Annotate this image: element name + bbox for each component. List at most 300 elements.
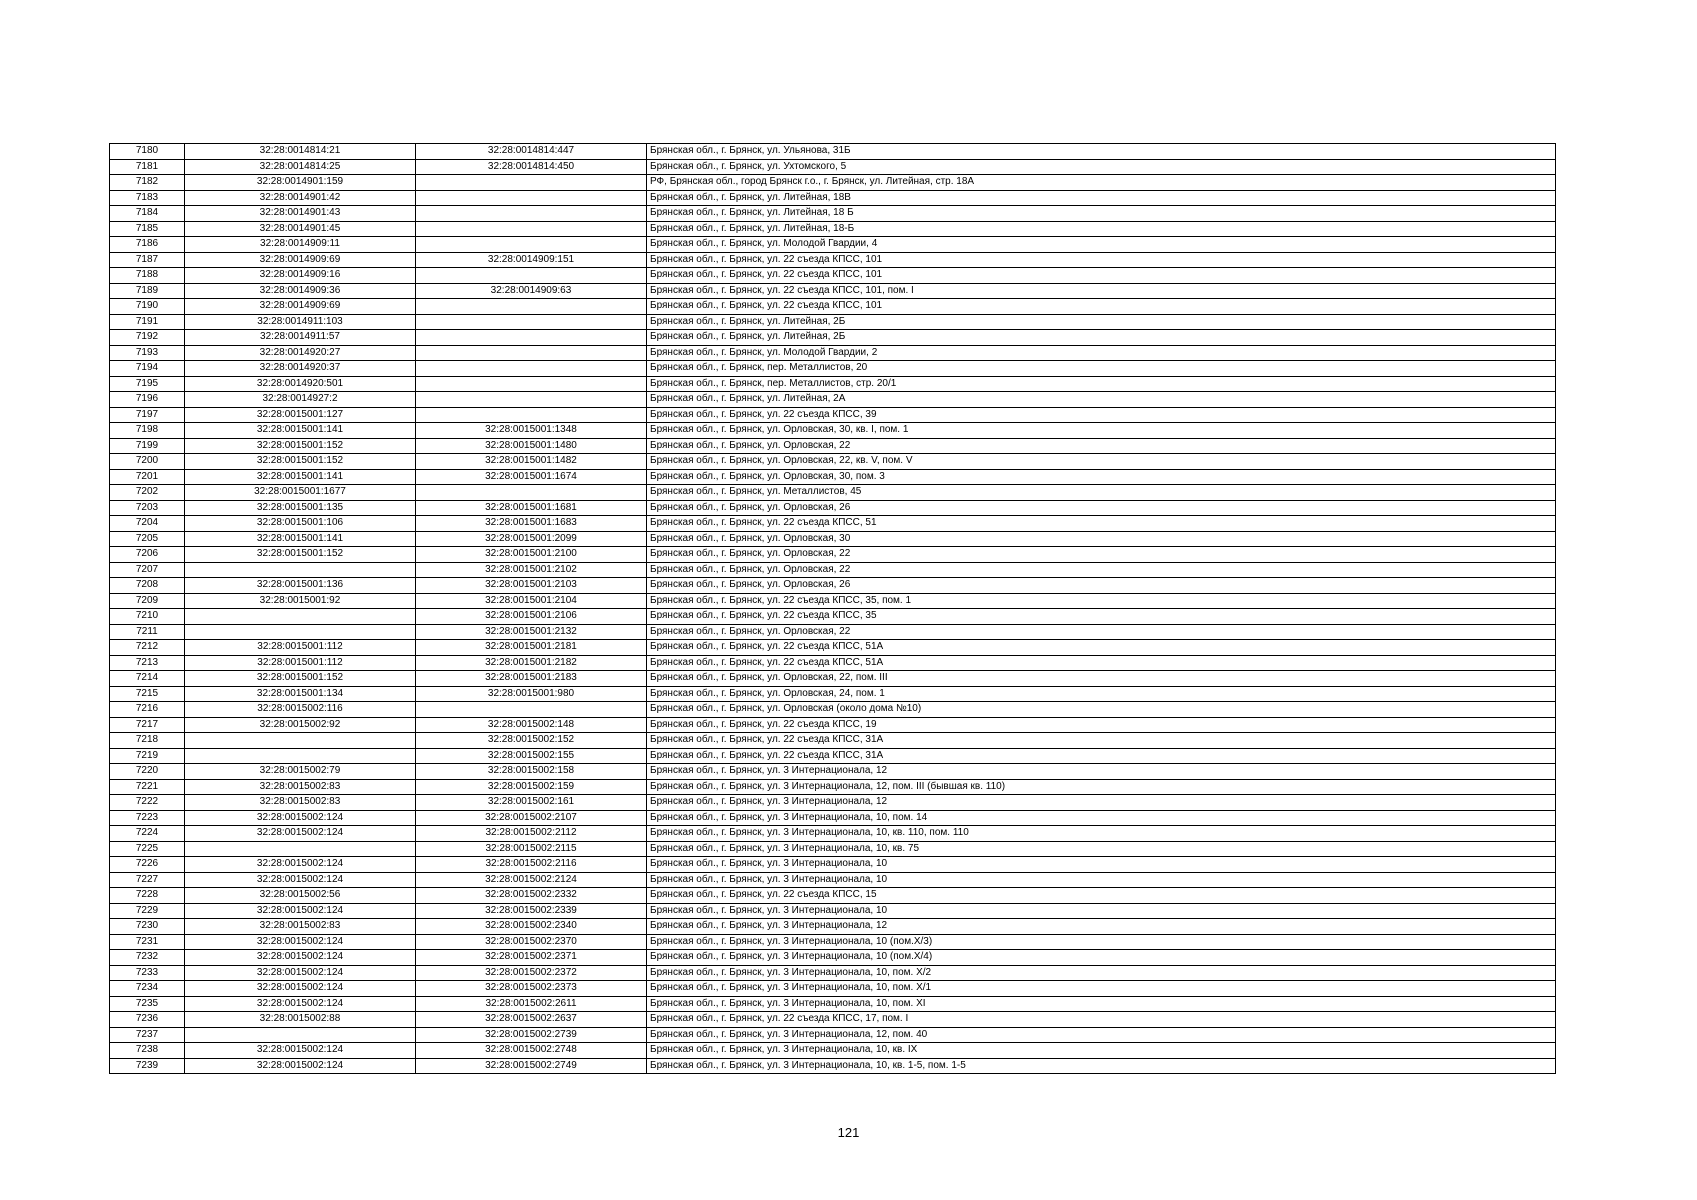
table-row (110, 934, 1556, 950)
table-row (110, 1027, 1556, 1043)
object-cadastral-number-cell: 32:28:0015002:2739 (416, 1027, 647, 1043)
table-row (110, 423, 1556, 439)
address-cell: Брянская обл., г. Брянск, ул. 22 съезда КПСС, 17, пом. I (647, 1012, 1556, 1028)
row-number-cell: 7207 (110, 562, 185, 578)
row-number-cell: 7203 (110, 500, 185, 516)
object-cadastral-number-cell: 32:28:0015002:2372 (416, 965, 647, 981)
cadastral-number-cell: 32:28:0015001:152 (185, 547, 416, 563)
object-cadastral-number-cell: 32:28:0015002:2115 (416, 841, 647, 857)
table-row (110, 206, 1556, 222)
object-cadastral-number-cell: 32:28:0015001:1683 (416, 516, 647, 532)
row-number-cell: 7224 (110, 826, 185, 842)
row-number-cell: 7181 (110, 159, 185, 175)
address-cell: Брянская обл., г. Брянск, ул. Литейная, 2Б (647, 330, 1556, 346)
object-cadastral-number-cell (416, 345, 647, 361)
row-number-cell: 7190 (110, 299, 185, 315)
table-row (110, 454, 1556, 470)
cadastral-number-cell: 32:28:0015002:83 (185, 795, 416, 811)
table-row (110, 950, 1556, 966)
address-cell: Брянская обл., г. Брянск, ул. 3 Интернационала, 12, пом. III (бывшая кв. 110) (647, 779, 1556, 795)
table-row (110, 609, 1556, 625)
object-cadastral-number-cell: 32:28:0015002:2332 (416, 888, 647, 904)
address-cell: Брянская обл., г. Брянск, ул. Молодой Гвардии, 4 (647, 237, 1556, 253)
row-number-cell: 7189 (110, 283, 185, 299)
row-number-cell: 7205 (110, 531, 185, 547)
row-number-cell: 7185 (110, 221, 185, 237)
cadastral-number-cell: 32:28:0015002:88 (185, 1012, 416, 1028)
table-row (110, 965, 1556, 981)
row-number-cell: 7238 (110, 1043, 185, 1059)
table-row (110, 299, 1556, 315)
address-cell: Брянская обл., г. Брянск, ул. Металлистов, 45 (647, 485, 1556, 501)
table-row (110, 237, 1556, 253)
address-cell: Брянская обл., г. Брянск, ул. 22 съезда КПСС, 101 (647, 252, 1556, 268)
address-cell: Брянская обл., г. Брянск, ул. 3 Интернационала, 10, кв. 1-5, пом. 1-5 (647, 1058, 1556, 1074)
object-cadastral-number-cell: 32:28:0015002:159 (416, 779, 647, 795)
address-cell: Брянская обл., г. Брянск, ул. 3 Интернационала, 10, пом. 14 (647, 810, 1556, 826)
row-number-cell: 7233 (110, 965, 185, 981)
row-number-cell: 7208 (110, 578, 185, 594)
table-row (110, 779, 1556, 795)
row-number-cell: 7229 (110, 903, 185, 919)
object-cadastral-number-cell: 32:28:0015002:2748 (416, 1043, 647, 1059)
cadastral-number-cell: 32:28:0015002:124 (185, 1058, 416, 1074)
table-row (110, 748, 1556, 764)
address-cell: Брянская обл., г. Брянск, ул. 22 съезда КПСС, 101, пом. I (647, 283, 1556, 299)
address-cell: Брянская обл., г. Брянск, ул. 22 съезда КПСС, 51 (647, 516, 1556, 532)
object-cadastral-number-cell: 32:28:0015002:2371 (416, 950, 647, 966)
address-cell: Брянская обл., г. Брянск, ул. 22 съезда КПСС, 51А (647, 640, 1556, 656)
cadastral-number-cell: 32:28:0015002:124 (185, 950, 416, 966)
cadastral-number-cell: 32:28:0015001:112 (185, 640, 416, 656)
row-number-cell: 7187 (110, 252, 185, 268)
page-number: 121 (837, 1125, 860, 1140)
table-row (110, 469, 1556, 485)
address-cell: Брянская обл., г. Брянск, ул. Орловская, 26 (647, 500, 1556, 516)
cadastral-number-cell: 32:28:0015002:83 (185, 919, 416, 935)
table-row (110, 919, 1556, 935)
cadastral-number-cell (185, 562, 416, 578)
object-cadastral-number-cell: 32:28:0015001:1674 (416, 469, 647, 485)
row-number-cell: 7186 (110, 237, 185, 253)
object-cadastral-number-cell: 32:28:0015001:1681 (416, 500, 647, 516)
address-cell: Брянская обл., г. Брянск, пер. Металлистов, 20 (647, 361, 1556, 377)
row-number-cell: 7195 (110, 376, 185, 392)
address-cell: Брянская обл., г. Брянск, ул. Молодой Гвардии, 2 (647, 345, 1556, 361)
cadastral-number-cell (185, 748, 416, 764)
object-cadastral-number-cell (416, 361, 647, 377)
address-cell: Брянская обл., г. Брянск, ул. Орловская, 22 (647, 547, 1556, 563)
cadastral-number-cell: 32:28:0015001:141 (185, 469, 416, 485)
row-number-cell: 7211 (110, 624, 185, 640)
object-cadastral-number-cell: 32:28:0015001:2104 (416, 593, 647, 609)
address-cell: Брянская обл., г. Брянск, ул. 3 Интернационала, 10, кв. 75 (647, 841, 1556, 857)
cadastral-number-cell: 32:28:0014927:2 (185, 392, 416, 408)
cadastral-number-cell: 32:28:0015001:141 (185, 531, 416, 547)
row-number-cell: 7206 (110, 547, 185, 563)
object-cadastral-number-cell (416, 702, 647, 718)
cadastral-number-cell: 32:28:0014911:103 (185, 314, 416, 330)
row-number-cell: 7236 (110, 1012, 185, 1028)
row-number-cell: 7184 (110, 206, 185, 222)
address-cell: Брянская обл., г. Брянск, ул. 3 Интернационала, 12 (647, 795, 1556, 811)
row-number-cell: 7222 (110, 795, 185, 811)
table-row (110, 252, 1556, 268)
cadastral-number-cell: 32:28:0015002:116 (185, 702, 416, 718)
row-number-cell: 7196 (110, 392, 185, 408)
object-cadastral-number-cell: 32:28:0015002:2749 (416, 1058, 647, 1074)
object-cadastral-number-cell: 32:28:0014909:151 (416, 252, 647, 268)
address-cell: Брянская обл., г. Брянск, ул. 22 съезда КПСС, 19 (647, 717, 1556, 733)
cadastral-number-cell: 32:28:0015002:124 (185, 981, 416, 997)
object-cadastral-number-cell (416, 392, 647, 408)
row-number-cell: 7225 (110, 841, 185, 857)
row-number-cell: 7226 (110, 857, 185, 873)
cadastral-number-cell: 32:28:0015002:124 (185, 903, 416, 919)
object-cadastral-number-cell: 32:28:0015002:152 (416, 733, 647, 749)
address-cell: Брянская обл., г. Брянск, ул. 22 съезда КПСС, 101 (647, 268, 1556, 284)
object-cadastral-number-cell (416, 485, 647, 501)
object-cadastral-number-cell: 32:28:0015002:158 (416, 764, 647, 780)
address-cell: Брянская обл., г. Брянск, ул. Орловская, 30 (647, 531, 1556, 547)
address-cell: Брянская обл., г. Брянск, ул. 3 Интернационала, 10, пом. XI (647, 996, 1556, 1012)
table-row (110, 190, 1556, 206)
address-cell: Брянская обл., г. Брянск, ул. 3 Интернационала, 12 (647, 764, 1556, 780)
table-row (110, 686, 1556, 702)
table-row (110, 314, 1556, 330)
table-row (110, 1058, 1556, 1074)
object-cadastral-number-cell: 32:28:0015002:2340 (416, 919, 647, 935)
object-cadastral-number-cell: 32:28:0015001:2100 (416, 547, 647, 563)
row-number-cell: 7193 (110, 345, 185, 361)
cadastral-number-cell: 32:28:0014920:37 (185, 361, 416, 377)
row-number-cell: 7192 (110, 330, 185, 346)
address-cell: Брянская обл., г. Брянск, ул. Литейная, 2Б (647, 314, 1556, 330)
table-row (110, 996, 1556, 1012)
row-number-cell: 7202 (110, 485, 185, 501)
address-cell: Брянская обл., г. Брянск, ул. Орловская, 22 (647, 624, 1556, 640)
row-number-cell: 7235 (110, 996, 185, 1012)
address-cell: Брянская обл., г. Брянск, ул. 22 съезда КПСС, 35, пом. 1 (647, 593, 1556, 609)
address-cell: Брянская обл., г. Брянск, ул. Орловская (около дома №10) (647, 702, 1556, 718)
table-row (110, 531, 1556, 547)
table-row (110, 981, 1556, 997)
row-number-cell: 7194 (110, 361, 185, 377)
address-cell: Брянская обл., г. Брянск, ул. Орловская, 22 (647, 438, 1556, 454)
table-row (110, 624, 1556, 640)
address-cell: Брянская обл., г. Брянск, ул. Орловская, 22, пом. III (647, 671, 1556, 687)
address-cell: Брянская обл., г. Брянск, ул. Литейная, 2А (647, 392, 1556, 408)
cadastral-number-cell: 32:28:0015001:1677 (185, 485, 416, 501)
table-row (110, 221, 1556, 237)
address-cell: Брянская обл., г. Брянск, ул. 22 съезда КПСС, 35 (647, 609, 1556, 625)
row-number-cell: 7191 (110, 314, 185, 330)
address-cell: Брянская обл., г. Брянск, ул. 3 Интернационала, 10 (647, 857, 1556, 873)
table-row (110, 655, 1556, 671)
row-number-cell: 7221 (110, 779, 185, 795)
cadastral-number-cell: 32:28:0014901:159 (185, 175, 416, 191)
table-row (110, 283, 1556, 299)
object-cadastral-number-cell: 32:28:0015002:155 (416, 748, 647, 764)
cadastral-number-cell: 32:28:0014814:21 (185, 144, 416, 160)
cadastral-number-cell: 32:28:0015002:124 (185, 934, 416, 950)
object-cadastral-number-cell: 32:28:0015001:1482 (416, 454, 647, 470)
table-row (110, 562, 1556, 578)
object-cadastral-number-cell: 32:28:0015001:2106 (416, 609, 647, 625)
cadastral-number-cell: 32:28:0015001:141 (185, 423, 416, 439)
address-cell: Брянская обл., г. Брянск, ул. Литейная, 18В (647, 190, 1556, 206)
object-cadastral-number-cell: 32:28:0015001:1348 (416, 423, 647, 439)
address-cell: Брянская обл., г. Брянск, ул. Литейная, 18 Б (647, 206, 1556, 222)
row-number-cell: 7230 (110, 919, 185, 935)
row-number-cell: 7214 (110, 671, 185, 687)
row-number-cell: 7228 (110, 888, 185, 904)
cadastral-number-cell: 32:28:0015001:152 (185, 438, 416, 454)
address-cell: РФ, Брянская обл., город Брянск г.о., г. Брянск, ул. Литейная, стр. 18А (647, 175, 1556, 191)
table-row (110, 888, 1556, 904)
row-number-cell: 7182 (110, 175, 185, 191)
address-cell: Брянская обл., г. Брянск, ул. 22 съезда КПСС, 101 (647, 299, 1556, 315)
cadastral-number-cell: 32:28:0015002:124 (185, 872, 416, 888)
cadastral-number-cell: 32:28:0014901:42 (185, 190, 416, 206)
object-cadastral-number-cell: 32:28:0015001:980 (416, 686, 647, 702)
cadastral-number-cell: 32:28:0015001:136 (185, 578, 416, 594)
address-cell: Брянская обл., г. Брянск, ул. 3 Интернационала, 10 (пом.Х/3) (647, 934, 1556, 950)
address-cell: Брянская обл., г. Брянск, ул. 3 Интернационала, 10 (647, 903, 1556, 919)
row-number-cell: 7204 (110, 516, 185, 532)
table-row (110, 159, 1556, 175)
address-cell: Брянская обл., г. Брянск, ул. 22 съезда КПСС, 31А (647, 733, 1556, 749)
cadastral-number-cell: 32:28:0015002:124 (185, 857, 416, 873)
address-cell: Брянская обл., г. Брянск, ул. 3 Интернационала, 10, кв. IX (647, 1043, 1556, 1059)
table-row (110, 516, 1556, 532)
cadastral-number-cell: 32:28:0014911:57 (185, 330, 416, 346)
object-cadastral-number-cell: 32:28:0015001:2183 (416, 671, 647, 687)
cadastral-number-cell (185, 733, 416, 749)
row-number-cell: 7239 (110, 1058, 185, 1074)
row-number-cell: 7209 (110, 593, 185, 609)
cadastral-number-cell: 32:28:0015001:106 (185, 516, 416, 532)
object-cadastral-number-cell (416, 330, 647, 346)
table-row (110, 175, 1556, 191)
table-row (110, 376, 1556, 392)
address-cell: Брянская обл., г. Брянск, ул. Орловская, 24, пом. 1 (647, 686, 1556, 702)
object-cadastral-number-cell: 32:28:0015002:148 (416, 717, 647, 733)
table-row (110, 702, 1556, 718)
cadastral-number-cell: 32:28:0014920:501 (185, 376, 416, 392)
address-cell: Брянская обл., г. Брянск, ул. 22 съезда КПСС, 15 (647, 888, 1556, 904)
table-row (110, 345, 1556, 361)
object-cadastral-number-cell: 32:28:0015002:2611 (416, 996, 647, 1012)
object-cadastral-number-cell: 32:28:0014814:450 (416, 159, 647, 175)
table-row (110, 593, 1556, 609)
object-cadastral-number-cell (416, 407, 647, 423)
cadastral-number-cell: 32:28:0015002:56 (185, 888, 416, 904)
table-row (110, 485, 1556, 501)
address-cell: Брянская обл., г. Брянск, ул. Ульянова, 31Б (647, 144, 1556, 160)
object-cadastral-number-cell: 32:28:0015002:2637 (416, 1012, 647, 1028)
address-cell: Брянская обл., г. Брянск, ул. 3 Интернационала, 10 (пом.Х/4) (647, 950, 1556, 966)
table-row (110, 144, 1556, 160)
row-number-cell: 7217 (110, 717, 185, 733)
table-row (110, 361, 1556, 377)
row-number-cell: 7237 (110, 1027, 185, 1043)
object-cadastral-number-cell: 32:28:0015002:2373 (416, 981, 647, 997)
registry-table-body (110, 144, 1556, 1074)
object-cadastral-number-cell: 32:28:0015001:2132 (416, 624, 647, 640)
row-number-cell: 7216 (110, 702, 185, 718)
object-cadastral-number-cell: 32:28:0015001:1480 (416, 438, 647, 454)
address-cell: Брянская обл., г. Брянск, ул. 22 съезда КПСС, 51А (647, 655, 1556, 671)
cadastral-number-cell: 32:28:0014909:11 (185, 237, 416, 253)
object-cadastral-number-cell (416, 175, 647, 191)
object-cadastral-number-cell (416, 376, 647, 392)
row-number-cell: 7220 (110, 764, 185, 780)
object-cadastral-number-cell (416, 221, 647, 237)
address-cell: Брянская обл., г. Брянск, пер. Металлистов, стр. 20/1 (647, 376, 1556, 392)
row-number-cell: 7215 (110, 686, 185, 702)
object-cadastral-number-cell: 32:28:0014814:447 (416, 144, 647, 160)
cadastral-number-cell: 32:28:0015002:124 (185, 996, 416, 1012)
table-row (110, 795, 1556, 811)
row-number-cell: 7231 (110, 934, 185, 950)
table-row (110, 1043, 1556, 1059)
object-cadastral-number-cell: 32:28:0015002:2370 (416, 934, 647, 950)
row-number-cell: 7198 (110, 423, 185, 439)
row-number-cell: 7210 (110, 609, 185, 625)
object-cadastral-number-cell: 32:28:0015001:2182 (416, 655, 647, 671)
table-row (110, 857, 1556, 873)
row-number-cell: 7232 (110, 950, 185, 966)
table-row (110, 733, 1556, 749)
table-row (110, 1012, 1556, 1028)
object-cadastral-number-cell: 32:28:0015001:2181 (416, 640, 647, 656)
address-cell: Брянская обл., г. Брянск, ул. 3 Интернационала, 12, пом. 40 (647, 1027, 1556, 1043)
cadastral-number-cell: 32:28:0015001:92 (185, 593, 416, 609)
object-cadastral-number-cell: 32:28:0014909:63 (416, 283, 647, 299)
row-number-cell: 7188 (110, 268, 185, 284)
address-cell: Брянская обл., г. Брянск, ул. 3 Интернационала, 12 (647, 919, 1556, 935)
row-number-cell: 7212 (110, 640, 185, 656)
table-row (110, 671, 1556, 687)
table-row (110, 872, 1556, 888)
cadastral-number-cell: 32:28:0014901:43 (185, 206, 416, 222)
table-row (110, 640, 1556, 656)
object-cadastral-number-cell (416, 299, 647, 315)
cadastral-number-cell (185, 624, 416, 640)
address-cell: Брянская обл., г. Брянск, ул. 22 съезда КПСС, 31А (647, 748, 1556, 764)
cadastral-number-cell: 32:28:0014909:69 (185, 252, 416, 268)
cadastral-number-cell: 32:28:0015001:135 (185, 500, 416, 516)
cadastral-number-cell: 32:28:0015002:124 (185, 965, 416, 981)
cadastral-number-cell: 32:28:0015001:152 (185, 454, 416, 470)
table-row (110, 810, 1556, 826)
cadastral-number-cell: 32:28:0014814:25 (185, 159, 416, 175)
cadastral-number-cell: 32:28:0015001:127 (185, 407, 416, 423)
address-cell: Брянская обл., г. Брянск, ул. 3 Интернационала, 10 (647, 872, 1556, 888)
table-row (110, 717, 1556, 733)
cadastral-number-cell: 32:28:0015002:124 (185, 826, 416, 842)
table-row (110, 330, 1556, 346)
cadastral-number-cell: 32:28:0015001:134 (185, 686, 416, 702)
table-row (110, 764, 1556, 780)
cadastral-number-cell: 32:28:0014909:16 (185, 268, 416, 284)
object-cadastral-number-cell: 32:28:0015002:161 (416, 795, 647, 811)
cadastral-number-cell: 32:28:0014901:45 (185, 221, 416, 237)
row-number-cell: 7227 (110, 872, 185, 888)
cadastral-number-cell: 32:28:0015002:83 (185, 779, 416, 795)
address-cell: Брянская обл., г. Брянск, ул. 3 Интернационала, 10, пом. Х/1 (647, 981, 1556, 997)
address-cell: Брянская обл., г. Брянск, ул. Орловская, 30, пом. 3 (647, 469, 1556, 485)
row-number-cell: 7201 (110, 469, 185, 485)
object-cadastral-number-cell: 32:28:0015002:2112 (416, 826, 647, 842)
row-number-cell: 7200 (110, 454, 185, 470)
object-cadastral-number-cell: 32:28:0015002:2339 (416, 903, 647, 919)
table-row (110, 500, 1556, 516)
table-row (110, 392, 1556, 408)
row-number-cell: 7218 (110, 733, 185, 749)
object-cadastral-number-cell (416, 206, 647, 222)
table-row (110, 578, 1556, 594)
cadastral-number-cell: 32:28:0015001:152 (185, 671, 416, 687)
table-row (110, 407, 1556, 423)
row-number-cell: 7183 (110, 190, 185, 206)
object-cadastral-number-cell (416, 190, 647, 206)
object-cadastral-number-cell (416, 237, 647, 253)
row-number-cell: 7223 (110, 810, 185, 826)
object-cadastral-number-cell (416, 314, 647, 330)
address-cell: Брянская обл., г. Брянск, ул. 22 съезда КПСС, 39 (647, 407, 1556, 423)
address-cell: Брянская обл., г. Брянск, ул. Орловская, 22, кв. V, пом. V (647, 454, 1556, 470)
cadastral-number-cell: 32:28:0015002:124 (185, 810, 416, 826)
table-row (110, 268, 1556, 284)
cadastral-number-cell: 32:28:0015002:79 (185, 764, 416, 780)
object-cadastral-number-cell: 32:28:0015002:2116 (416, 857, 647, 873)
cadastral-number-cell (185, 841, 416, 857)
cadastral-number-cell (185, 609, 416, 625)
row-number-cell: 7213 (110, 655, 185, 671)
address-cell: Брянская обл., г. Брянск, ул. 3 Интернационала, 10, кв. 110, пом. 110 (647, 826, 1556, 842)
object-cadastral-number-cell: 32:28:0015002:2124 (416, 872, 647, 888)
object-cadastral-number-cell: 32:28:0015001:2099 (416, 531, 647, 547)
address-cell: Брянская обл., г. Брянск, ул. Литейная, 18-Б (647, 221, 1556, 237)
table-row (110, 841, 1556, 857)
object-cadastral-number-cell: 32:28:0015001:2103 (416, 578, 647, 594)
object-cadastral-number-cell: 32:28:0015001:2102 (416, 562, 647, 578)
cadastral-number-cell: 32:28:0015002:92 (185, 717, 416, 733)
row-number-cell: 7234 (110, 981, 185, 997)
cadastral-number-cell: 32:28:0014909:36 (185, 283, 416, 299)
address-cell: Брянская обл., г. Брянск, ул. Ухтомского, 5 (647, 159, 1556, 175)
cadastral-number-cell: 32:28:0014920:27 (185, 345, 416, 361)
cadastral-number-cell: 32:28:0014909:69 (185, 299, 416, 315)
cadastral-number-cell: 32:28:0015002:124 (185, 1043, 416, 1059)
table-row (110, 903, 1556, 919)
address-cell: Брянская обл., г. Брянск, ул. Орловская, 26 (647, 578, 1556, 594)
row-number-cell: 7197 (110, 407, 185, 423)
object-cadastral-number-cell: 32:28:0015002:2107 (416, 810, 647, 826)
row-number-cell: 7219 (110, 748, 185, 764)
address-cell: Брянская обл., г. Брянск, ул. Орловская, 22 (647, 562, 1556, 578)
address-cell: Брянская обл., г. Брянск, ул. 3 Интернационала, 10, пом. Х/2 (647, 965, 1556, 981)
row-number-cell: 7180 (110, 144, 185, 160)
registry-table (109, 143, 1556, 1074)
cadastral-number-cell: 32:28:0015001:112 (185, 655, 416, 671)
address-cell: Брянская обл., г. Брянск, ул. Орловская, 30, кв. I, пом. 1 (647, 423, 1556, 439)
cadastral-number-cell (185, 1027, 416, 1043)
row-number-cell: 7199 (110, 438, 185, 454)
table-row (110, 826, 1556, 842)
